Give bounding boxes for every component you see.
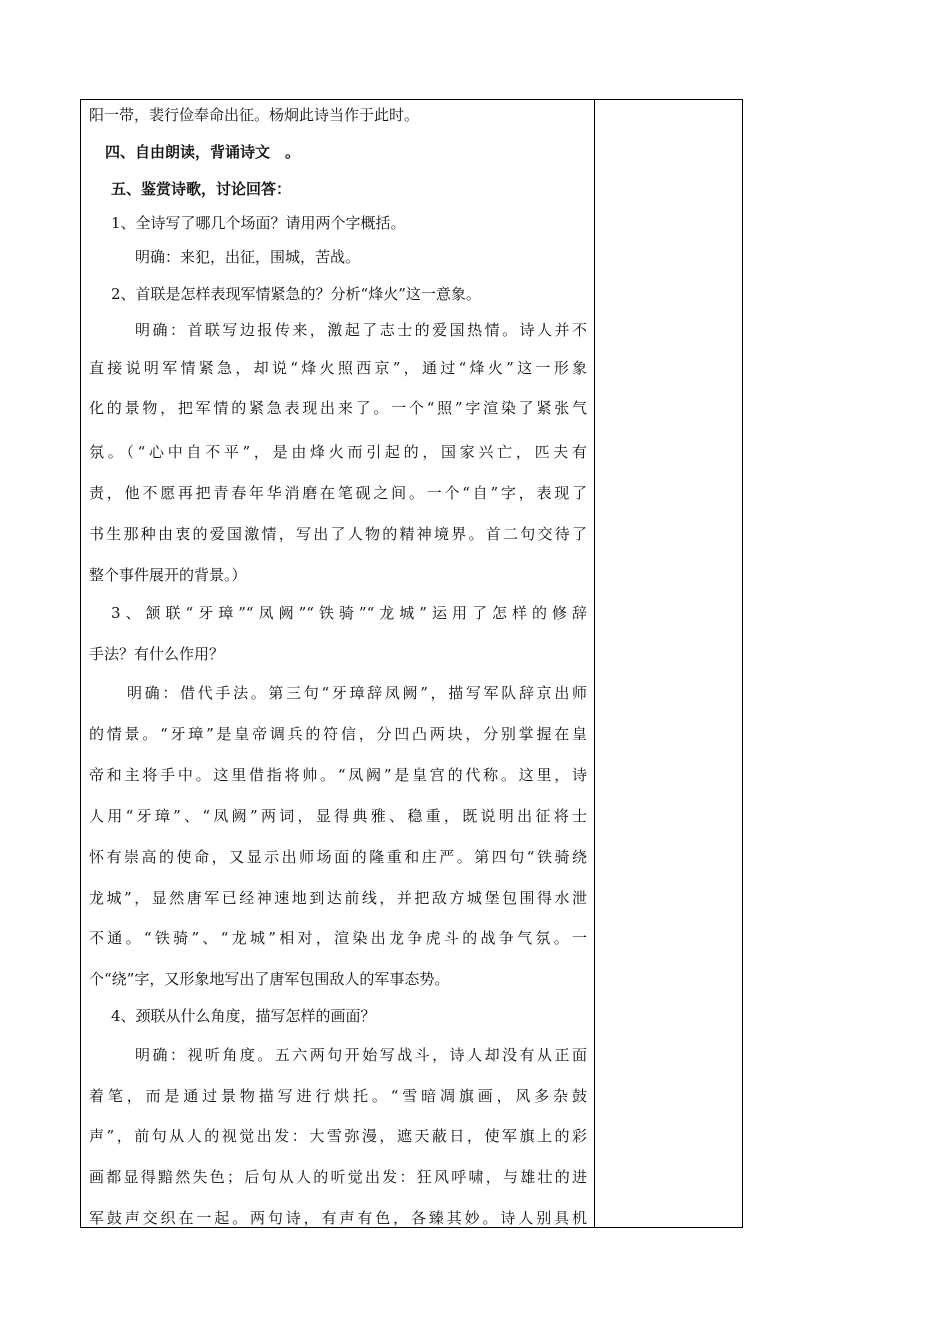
text-line: 2、首联是怎样表现军情紧急的？分析“烽火”这一意象。: [111, 285, 481, 303]
text-line: 四、自由朗读，背诵诗文 。: [105, 143, 301, 161]
text-line: 手法？有什么作用？: [89, 645, 225, 663]
text-line: 4、颈联从什么角度，描写怎样的画面？: [111, 1007, 376, 1025]
text-line: 明确：视听角度。五六两句开始写战斗，诗人却没有从正面: [135, 1046, 587, 1064]
text-line: 五、鉴赏诗歌，讨论回答：: [111, 180, 292, 198]
text-line: 整个事件展开的背景。）: [89, 566, 247, 584]
text-line: 阳一带，裴行俭奉命出征。杨炯此诗当作于此时。: [89, 106, 420, 124]
text-line: 人用“牙璋”、“凤阙”两词，显得典雅、稳重，既说明出征将士: [89, 807, 587, 825]
text-line: 帝和主将手中。这里借指将帅。“凤阙”是皇宫的代称。这里，诗: [89, 766, 587, 784]
text-line: 的情景。“牙璋”是皇帝调兵的符信，分凹凸两块，分别掌握在皇: [89, 725, 587, 743]
text-line: 氛。（“心中自不平”，是由烽火而引起的，国家兴亡，匹夫有: [89, 443, 587, 461]
text-line: 怀有崇高的使命，又显示出师场面的隆重和庄严。第四句“铁骑绕: [89, 848, 587, 866]
text-line: 明确：来犯，出征，围城，苦战。: [135, 248, 361, 266]
text-line: 军鼓声交织在一起。两句诗，有声有色，各臻其妙。诗人别具机: [89, 1209, 587, 1227]
text-line: 龙城”，显然唐军已经神速地到达前线，并把敌方城堡包围得水泄: [89, 889, 587, 907]
text-line: 书生那种由衷的爱国激情，写出了人物的精神境界。首二句交待了: [89, 525, 587, 543]
text-line: 声”，前句从人的视觉出发：大雪弥漫，遮天蔽日，使军旗上的彩: [89, 1127, 587, 1145]
text-line: 化的景物，把军情的紧急表现出来了。一个“照”字渲染了紧张气: [89, 399, 587, 417]
text-line: 明确：借代手法。第三句“牙璋辞凤阙”，描写军队辞京出师: [127, 684, 587, 702]
text-line: 责，他不愿再把青春年华消磨在笔砚之间。一个“自”字，表现了: [89, 484, 587, 502]
text-line: 画都显得黯然失色；后句从人的听觉出发：狂风呼啸，与雄壮的进: [89, 1168, 587, 1186]
text-line: 着笔，而是通过景物描写进行烘托。“雪暗凋旗画，风多杂鼓: [89, 1087, 587, 1105]
text-line: 直接说明军情紧急，却说“烽火照西京”，通过“烽火”这一形象: [89, 359, 587, 377]
content-table: [80, 99, 743, 1228]
text-line: 3、颔联“牙璋”“凤阙”“铁骑”“龙城”运用了怎样的修辞: [111, 604, 587, 622]
column-divider: [594, 100, 595, 1227]
text-line: 明确：首联写边报传来，激起了志士的爱国热情。诗人并不: [135, 321, 587, 339]
text-line: 1、全诗写了哪几个场面？请用两个字概括。: [111, 214, 406, 232]
text-line: 个“绕”字，又形象地写出了唐军包围敌人的军事态势。: [89, 970, 450, 988]
text-line: 不通。“铁骑”、“龙城”相对，渲染出龙争虎斗的战争气氛。一: [89, 929, 587, 947]
